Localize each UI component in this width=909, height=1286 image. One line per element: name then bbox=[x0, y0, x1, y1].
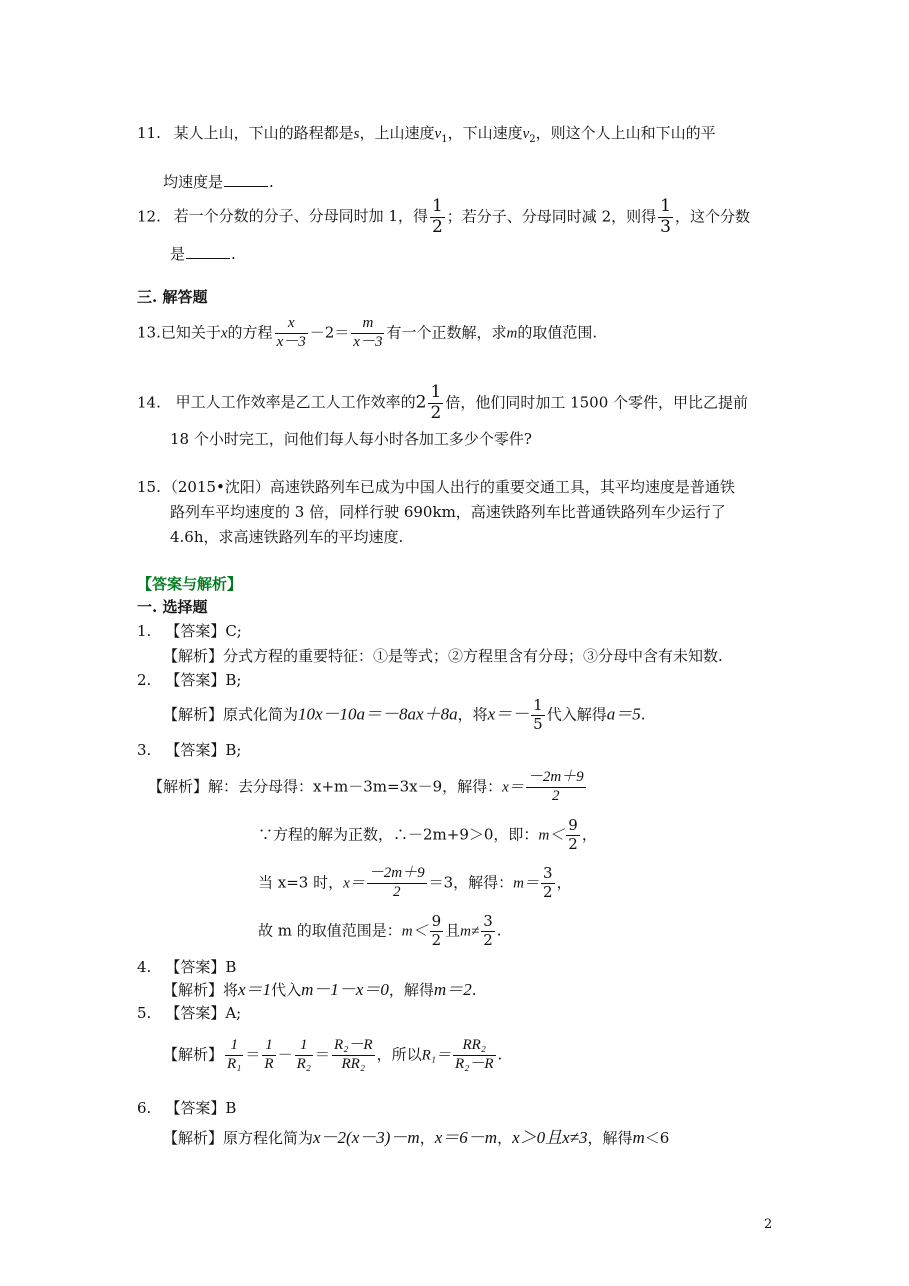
answer-blank bbox=[224, 172, 268, 187]
answer-3 bbox=[137, 743, 241, 758]
answer-label: 【答案】C; bbox=[165, 622, 242, 640]
denominator: R₁ bbox=[227, 1055, 242, 1072]
math-expr: m＜ bbox=[538, 827, 565, 844]
answer-label: 【答案】B; bbox=[165, 671, 242, 689]
exp-text: 代入 bbox=[271, 981, 302, 999]
math-expr: m≠ bbox=[460, 923, 480, 940]
fraction bbox=[526, 770, 586, 805]
subscript: 1 bbox=[441, 134, 448, 145]
exp-text: ，解得 bbox=[587, 1129, 633, 1147]
q11-text: ，上山速度 bbox=[359, 124, 435, 142]
math-expr: m bbox=[632, 1128, 645, 1147]
q12-text: 是 bbox=[170, 245, 186, 263]
fraction bbox=[531, 698, 545, 733]
question-15 bbox=[137, 480, 735, 495]
denominator: R₂－R bbox=[454, 1055, 494, 1072]
equation-part: －2＝ bbox=[309, 323, 350, 342]
math-expr: x＝ bbox=[502, 779, 524, 796]
q14-text: 倍，他们同时加工 1500 个零件，甲比乙提前 bbox=[445, 393, 749, 412]
fraction bbox=[275, 316, 308, 351]
denominator: RR₂ bbox=[341, 1055, 366, 1072]
question-number: 12. bbox=[137, 207, 161, 226]
var-v1: v bbox=[434, 126, 442, 142]
answer-3-line2 bbox=[258, 818, 597, 853]
exp-text: 且 bbox=[445, 921, 461, 940]
math-expr: m＝2 bbox=[433, 980, 472, 999]
punct: . bbox=[496, 921, 502, 940]
punct: ， bbox=[419, 1129, 435, 1147]
q12-text: 若一个分数的分子、分母同时加 1，得 bbox=[173, 207, 428, 226]
answer-4 bbox=[137, 960, 236, 975]
exp-text: ，所以 bbox=[376, 1045, 422, 1064]
exp-text: 代入解得 bbox=[546, 705, 607, 724]
var-x: x bbox=[220, 325, 228, 342]
question-11-line2 bbox=[163, 172, 274, 190]
question-11 bbox=[137, 126, 716, 145]
question-number: 15. bbox=[137, 478, 161, 496]
question-15-line2: 路列车平均速度的 3 倍，同样行驶 690km，高速铁路列车比普通铁路列车少运行了 bbox=[170, 503, 726, 521]
answer-label: 【答案】B; bbox=[165, 741, 242, 759]
punct: . bbox=[231, 245, 236, 263]
q13-text: 有一个正数解，求 bbox=[386, 323, 507, 342]
answer-5 bbox=[137, 1006, 241, 1021]
exp-text: ＝3，解得： bbox=[428, 873, 514, 892]
question-12-line2 bbox=[170, 244, 236, 262]
denominator: 2 bbox=[431, 216, 443, 237]
numerator: 1 bbox=[262, 1038, 275, 1056]
q12-text: ；若分子、分母同时减 2，则得 bbox=[446, 207, 657, 226]
section-heading-3: 三. 解答题 bbox=[137, 288, 208, 306]
q11-text: ，下山速度 bbox=[447, 124, 523, 142]
exp-text: 故 m 的取值范围是： bbox=[258, 921, 402, 940]
answer-2 bbox=[137, 673, 241, 688]
math-expr: m＝ bbox=[513, 875, 540, 892]
exp-text: ，将 bbox=[457, 705, 488, 724]
math-expr: ＜6 bbox=[644, 1129, 670, 1147]
fraction bbox=[566, 818, 580, 853]
denominator: R₂ bbox=[296, 1055, 311, 1072]
exp-text: 当 x=3 时， bbox=[258, 873, 344, 892]
var-v2: v bbox=[522, 126, 530, 142]
q13-text: 已知关于 bbox=[160, 323, 221, 342]
section-heading-1: 一. 选择题 bbox=[137, 598, 208, 616]
numerator: RR₂ bbox=[453, 1038, 496, 1056]
q11-text: ，则这个人上山和下山的平 bbox=[535, 124, 716, 142]
answer-number: 5. bbox=[137, 1004, 152, 1022]
question-14-line2: 18 个小时完工，问他们每人每小时各加工多少个零件? bbox=[170, 430, 532, 448]
denominator: 2 bbox=[543, 882, 553, 901]
answer-number: 3. bbox=[137, 741, 152, 759]
math-expr: a＝5 bbox=[606, 704, 641, 724]
denominator: 2 bbox=[551, 787, 560, 804]
numerator: 9 bbox=[431, 912, 442, 930]
numerator: 3 bbox=[543, 864, 553, 882]
fraction bbox=[225, 1038, 243, 1073]
math-expr: － bbox=[277, 1045, 293, 1064]
exp-text: 【解析】解：去分母得：x+m－3m=3x－9，解得： bbox=[148, 777, 503, 796]
exp-text: ∵方程的解为正数，∴－2m+9＞0，即： bbox=[258, 825, 539, 844]
answer-5-explanation bbox=[163, 1038, 502, 1073]
answer-3-line1 bbox=[148, 770, 588, 805]
answer-number: 6. bbox=[137, 1099, 152, 1117]
math-expr: x＞0且x≠3 bbox=[512, 1128, 588, 1147]
numerator: 9 bbox=[568, 816, 578, 834]
math-expr: x＝－ bbox=[487, 704, 530, 724]
math-expr: m－1－x＝0 bbox=[301, 980, 389, 999]
answer-number: 4. bbox=[137, 958, 152, 976]
fraction bbox=[658, 198, 673, 237]
fraction bbox=[367, 866, 427, 901]
answer-2-explanation bbox=[163, 698, 646, 733]
math-expr: x＝1 bbox=[238, 980, 272, 999]
math-expr: 10x－10a＝－8ax＋8a bbox=[298, 704, 458, 724]
answer-1-explanation: 【解析】分式方程的重要特征：①是等式；②方程里含有分母；③分母中含有未知数. bbox=[163, 647, 723, 665]
answer-4-explanation bbox=[163, 981, 476, 998]
question-13 bbox=[137, 316, 597, 351]
page-number: 2 bbox=[764, 1217, 773, 1232]
exp-text: 【解析】 bbox=[163, 1045, 224, 1064]
numerator: －2m＋9 bbox=[367, 866, 427, 884]
denominator: R bbox=[264, 1055, 274, 1072]
denominator: 2 bbox=[483, 930, 493, 949]
question-12 bbox=[137, 198, 750, 237]
numerator: R₂－R bbox=[332, 1038, 375, 1056]
exp-text: ，解得 bbox=[388, 981, 434, 999]
denominator: 2 bbox=[431, 930, 442, 949]
var-m: m bbox=[506, 325, 518, 342]
q13-text: 的方程 bbox=[227, 323, 273, 342]
q12-text: ，这个分数 bbox=[674, 207, 750, 226]
numerator: m bbox=[351, 316, 384, 334]
numerator: x bbox=[275, 316, 308, 334]
numerator: 1 bbox=[431, 196, 443, 216]
punct: ， bbox=[556, 873, 572, 892]
denominator: x－3 bbox=[276, 333, 306, 350]
fraction bbox=[295, 1038, 313, 1073]
exp-text: 【解析】将 bbox=[163, 981, 239, 999]
denominator: 2 bbox=[430, 402, 442, 423]
math-expr: x＝6－m bbox=[434, 1128, 498, 1147]
math-expr: x－2(x－3)－m bbox=[313, 1128, 420, 1147]
fraction bbox=[351, 316, 384, 351]
answer-6 bbox=[137, 1101, 236, 1116]
answer-3-line4 bbox=[258, 914, 502, 949]
numerator: 3 bbox=[483, 912, 493, 930]
denominator: 2 bbox=[392, 883, 401, 900]
punct: ， bbox=[581, 825, 597, 844]
math-expr: R₁＝ bbox=[421, 1047, 451, 1064]
punct: ， bbox=[497, 1129, 513, 1147]
punct: . bbox=[269, 173, 274, 191]
math-expr: x＝ bbox=[343, 875, 365, 892]
answer-label: 【答案】B bbox=[165, 958, 237, 976]
question-15-line3: 4.6h，求高速铁路列车的平均速度. bbox=[170, 528, 404, 546]
math-expr: m＜ bbox=[401, 923, 428, 940]
answer-number: 1. bbox=[137, 622, 152, 640]
mixed-whole: 2 bbox=[415, 392, 427, 413]
question-number: 14. bbox=[137, 393, 161, 412]
numerator: 1 bbox=[660, 196, 671, 216]
math-expr: ＝ bbox=[245, 1045, 261, 1064]
var-s: s bbox=[353, 126, 360, 142]
answer-3-line3 bbox=[258, 866, 572, 901]
exp-text: 【解析】原方程化简为 bbox=[163, 1129, 314, 1147]
fraction bbox=[453, 1038, 496, 1073]
q13-text: 的取值范围. bbox=[517, 323, 598, 342]
numerator: 1 bbox=[533, 696, 543, 714]
answer-blank bbox=[186, 244, 230, 259]
q11-text: 某人上山，下山的路程都是 bbox=[173, 124, 354, 142]
fraction bbox=[428, 384, 443, 423]
fraction bbox=[430, 198, 445, 237]
q11-text: 均速度是 bbox=[163, 173, 224, 191]
q15-text: （2015•沈阳）高速铁路列车已成为中国人出行的重要交通工具，其平均速度是普通铁 bbox=[162, 478, 735, 496]
punct: . bbox=[471, 981, 477, 999]
question-14 bbox=[137, 384, 748, 423]
exp-text: 【解析】原式化简为 bbox=[163, 705, 299, 724]
subscript: 2 bbox=[529, 134, 536, 145]
punct: . bbox=[497, 1045, 503, 1064]
answer-label: 【答案】A; bbox=[165, 1004, 242, 1022]
denominator: x－3 bbox=[353, 333, 383, 350]
answer-6-explanation bbox=[163, 1129, 669, 1146]
denominator: 5 bbox=[533, 714, 543, 733]
fraction bbox=[541, 866, 555, 901]
fraction bbox=[430, 914, 444, 949]
answer-number: 2. bbox=[137, 671, 152, 689]
answer-1 bbox=[137, 624, 242, 639]
punct: . bbox=[640, 705, 646, 724]
numerator: 1 bbox=[295, 1038, 313, 1056]
fraction bbox=[332, 1038, 375, 1073]
numerator: 1 bbox=[225, 1038, 243, 1056]
answer-label: 【答案】B bbox=[165, 1099, 237, 1117]
fraction bbox=[481, 914, 495, 949]
answers-title: 【答案与解析】 bbox=[137, 575, 243, 593]
numerator: 1 bbox=[430, 382, 442, 402]
denominator: 3 bbox=[660, 216, 671, 237]
question-number: 13. bbox=[137, 323, 161, 342]
math-expr: ＝ bbox=[315, 1045, 331, 1064]
numerator: －2m＋9 bbox=[526, 770, 586, 788]
question-number: 11. bbox=[137, 124, 161, 142]
denominator: 2 bbox=[568, 834, 578, 853]
fraction bbox=[262, 1038, 275, 1073]
q14-text: 甲工人工作效率是乙工人工作效率的 bbox=[175, 393, 416, 412]
